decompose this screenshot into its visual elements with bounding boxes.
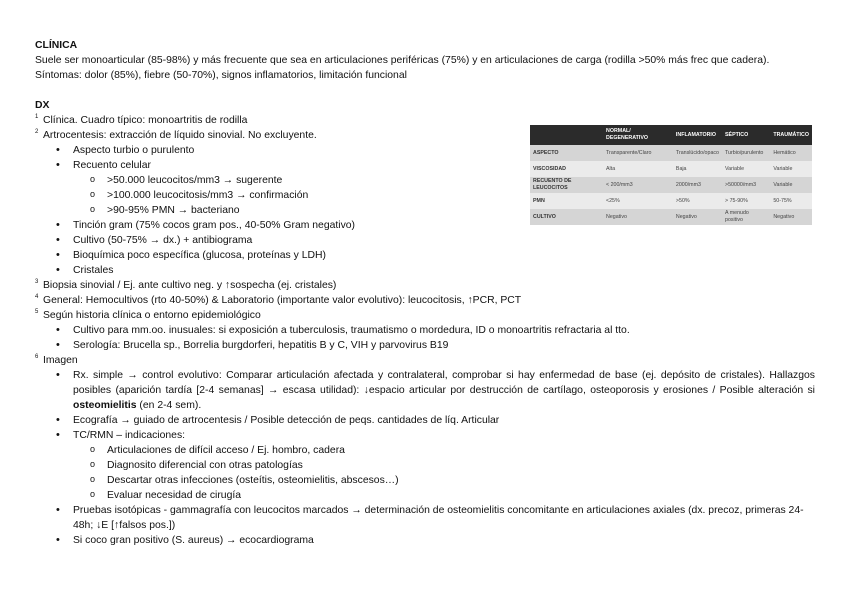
bullet-item (35, 533, 815, 548)
table-row (530, 177, 812, 193)
table-row (530, 193, 812, 209)
table-header-cell: TRAUMÁTICO (770, 125, 812, 145)
bullet-item (35, 338, 815, 353)
table-cell: Negativo (603, 209, 673, 225)
table-header-cell: SÉPTICO (722, 125, 770, 145)
bullet-text: Cultivo (50-75% → dx.) + antibiograma (73, 235, 253, 246)
bullet-item (35, 428, 815, 443)
sub-bullet-item: o >90-95% PMN → bacteriano (35, 203, 815, 218)
table-cell: Variable (770, 161, 812, 177)
sub-bullet-item: o >50.000 leucocitos/mm3 → sugerente (35, 173, 815, 188)
table-cell: Negativo (673, 209, 722, 225)
dx-item-number (35, 353, 43, 368)
clinica-heading: CLÍNICA (35, 40, 78, 51)
table-body (530, 145, 812, 225)
table-cell: 50-75% (770, 193, 812, 209)
table-cell: 2000/mm3 (673, 177, 722, 193)
bullet-text: Recuento celular (73, 160, 151, 171)
table-cell: A menudo positivo (722, 209, 770, 225)
dx-item-text: Según historia clínica o entorno epidemiológico (43, 310, 261, 321)
table-cell: Turbio/purulento (722, 145, 770, 161)
dx-item-number (35, 293, 43, 308)
table-cell: > 75-90% (722, 193, 770, 209)
table-cell: Negativo (770, 209, 812, 225)
bullet-text: Ecografía → guiado de artrocentesis / Posible detección de peqs. cantidades de líq. Articular (73, 415, 500, 426)
dx-item-number-value: 5 (35, 309, 39, 315)
dx-item (35, 278, 815, 293)
bullet-text: Pruebas isotópicas - gammagrafía con leucocitos marcados → determinación de osteomielitis concomitante en articulaciones axiales (dx. precoz, primeras 24-48h; ↓E [↑falsos pos.]) (73, 505, 804, 531)
table-cell: >50% (673, 193, 722, 209)
table-row-header: CULTIVO (530, 209, 603, 225)
bullet-item (35, 323, 815, 338)
table-row (530, 145, 812, 161)
dx-item (35, 308, 815, 323)
table-cell: <25% (603, 193, 673, 209)
dx-item-number-value: 6 (35, 354, 39, 360)
dx-heading: DX (35, 100, 50, 111)
table-header-cell (530, 125, 603, 145)
bullet-text: Aspecto turbio o purulento (73, 145, 195, 156)
bullet-text: Tinción gram (75% cocos gram pos., 40-50% Gram negativo) (73, 220, 356, 231)
table-row-header: VISCOSIDAD (530, 161, 603, 177)
dx-item-number-value: 2 (35, 129, 39, 135)
dx-item-text: Imagen (43, 355, 78, 366)
bullet-text: TC/RMN – indicaciones: (73, 430, 186, 441)
table-cell: >50000/mm3 (722, 177, 770, 193)
table-cell: Translúcido/opaco (673, 145, 722, 161)
table-header-cell: INFLAMATORIO (673, 125, 722, 145)
table-cell: Transparente/Claro (603, 145, 673, 161)
bullet-item (35, 248, 815, 263)
table-cell: Hemático (770, 145, 812, 161)
bullet-item (35, 233, 815, 248)
table-row-header: ASPECTO (530, 145, 603, 161)
bullet-text-b: (en 2-4 sem). (136, 400, 202, 411)
bullet-text: Bioquímica poco específica (glucosa, proteínas y LDH) (73, 250, 326, 261)
bullet-text: Cristales (73, 265, 114, 276)
dx-item-text: General: Hemocultivos (rto 40-50%) & Laboratorio (importante valor evolutivo): leucocitosis, ↑PCR, PCT (43, 295, 522, 306)
liquid-comparison-table (530, 125, 812, 225)
bullet-text: Serología: Brucella sp., Borrelia burgdorferi, hepatitis B y C, VIH y parvovirus B19 (73, 340, 449, 351)
table-row-header: RECUENTO DE LEUCOCITOS (530, 177, 603, 193)
table-row (530, 209, 812, 225)
dx-item-number-value: 3 (35, 279, 39, 285)
table-header-cell: NORMAL/ DEGENERATIVO (603, 125, 673, 145)
bullet-item (35, 413, 815, 428)
table-row (530, 161, 812, 177)
bullet-text-bold: osteomielitis (73, 400, 137, 411)
table-cell: Variable (770, 177, 812, 193)
table-cell: Alta (603, 161, 673, 177)
bullet-text-a: Rx. simple → control evolutivo: Comparar articulación afectada y contralateral, comprobar si hay enfermedad de base (ej. depósito de cristales). Hallazgos posibles (aparición tardía [2-4 semanas] → escasa utilidad): ↓espacio articular por destrucción de cartílago, osteoporosis y erosiones / Posible alteración si (73, 370, 815, 396)
dx-item-number (35, 128, 43, 143)
table-cell: < 200/mm3 (603, 177, 673, 193)
dx-item-number (35, 308, 43, 323)
clinica-line-2: Síntomas: dolor (85%), fiebre (50-70%), signos inflamatorios, limitación funcional (35, 70, 407, 81)
table-cell: Variable (722, 161, 770, 177)
sub-bullet-item: o Descartar otras infecciones (osteítis, osteomielitis, abscesos…) (35, 473, 815, 488)
bullet-text: Cultivo para mm.oo. inusuales: si exposición a tuberculosis, traumatismo o mordedura, ID o monoartritis refractaria al tto. (73, 325, 630, 336)
dx-item-number (35, 278, 43, 293)
dx-item-number-value: 1 (35, 114, 39, 120)
dx-item (35, 353, 815, 368)
sub-bullet-item: o Diagnosito diferencial con otras patologías (35, 458, 815, 473)
dx-item-text: Clínica. Cuadro típico: monoartritis de rodilla (43, 115, 248, 126)
bullet-text: Si coco gran positivo (S. aureus) → ecocardiograma (73, 535, 314, 546)
clinica-line-1: Suele ser monoarticular (85-98%) y más frecuente que sea en articulaciones periféricas (75%) y en articulaciones de carga (rodilla >50% más frec que cadera). (35, 55, 770, 66)
sub-bullet-item: o Articulaciones de difícil acceso / Ej. hombro, cadera (35, 443, 815, 458)
sub-bullet-item: o >100.000 leucocitosis/mm3 → confirmación (35, 188, 815, 203)
table-header-row (530, 125, 812, 145)
table-row-header: PMN (530, 193, 603, 209)
dx-item (35, 293, 815, 308)
document-body (35, 38, 815, 548)
dx-item-text: Artrocentesis: extracción de líquido sinovial. No excluyente. (43, 130, 317, 141)
bullet-item (35, 368, 815, 413)
sub-bullet-item: o Evaluar necesidad de cirugía (35, 488, 815, 503)
dx-item-number (35, 113, 43, 128)
dx-item-number-value: 4 (35, 294, 39, 300)
table-cell: Baja (673, 161, 722, 177)
bullet-item (35, 503, 815, 533)
dx-item-text: Biopsia sinovial / Ej. ante cultivo neg. y ↑sospecha (ej. cristales) (43, 280, 337, 291)
bullet-item (35, 263, 815, 278)
